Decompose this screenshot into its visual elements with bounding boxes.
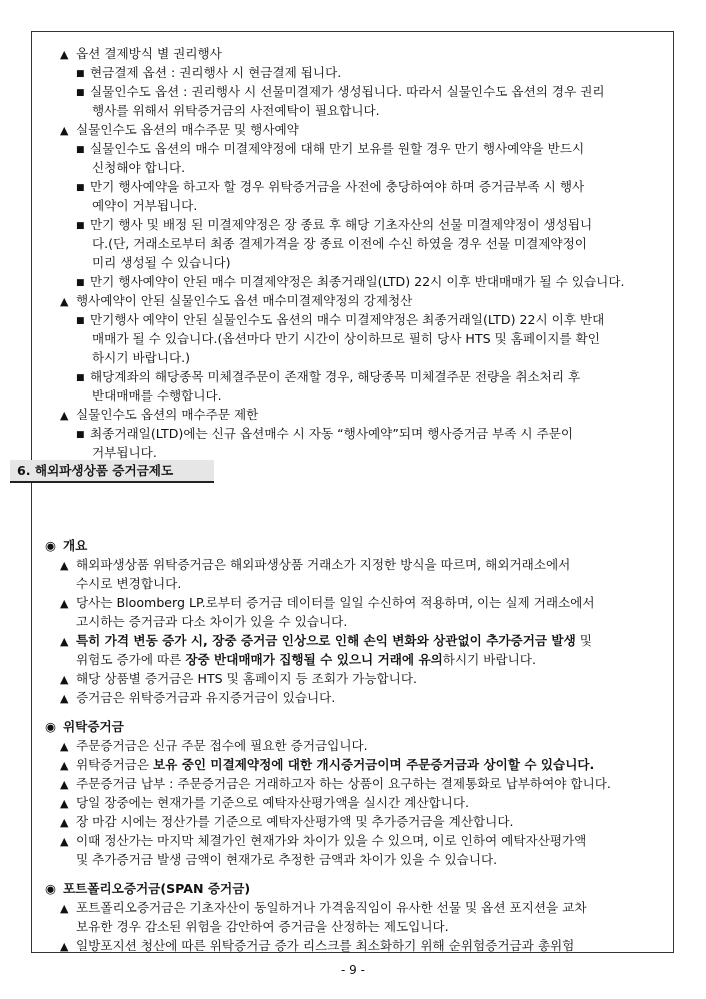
line-text: 현금결제 옵션 : 권리행사 시 현금결제 됩니다. [90, 65, 342, 80]
text-line [76, 139, 584, 158]
line-text: 주문증거금 납부 : 주문증거금은 거래하고자 하는 상품이 요구하는 결제통화로 납부하여야 합니다. [76, 776, 611, 791]
square-bullet-icon: ■ [76, 430, 85, 440]
circle-bullet-icon: ◉ [45, 881, 56, 896]
line-text: 실물인수도 옵션의 매수 미결제약정에 대해 만기 보유를 원할 경우 만기 행사예약을 반드시 [90, 141, 585, 156]
text-line [60, 898, 587, 917]
triangle-bullet-icon: ▲ [60, 295, 69, 308]
line-text: 해당계좌의 해당종목 미체결주문이 존재할 경우, 해당종목 미체결주문 전량을 취소처리 후 [90, 369, 581, 384]
square-bullet-icon: ■ [76, 88, 85, 98]
text-line [60, 555, 570, 574]
subsection-heading: 포트폴리오증거금(SPAN 증거금) [63, 881, 251, 896]
text-line [92, 234, 587, 253]
square-bullet-icon: ■ [76, 183, 85, 193]
line-text: 증거금은 위탁증거금과 유지증거금이 있습니다. [76, 690, 336, 705]
text-line [60, 831, 586, 850]
bold-text: 특히 가격 변동 증가 시, 장중 증거금 인상으로 인해 손익 변화와 상관없이 추가증거금 발생 [76, 633, 576, 648]
text-line [60, 669, 417, 688]
line-text: 및 [575, 633, 592, 648]
text-line [76, 272, 625, 291]
text-line [60, 936, 574, 955]
line-text: 실물인수도 옵션의 매수주문 및 행사예약 [76, 122, 299, 137]
text-line [60, 593, 595, 612]
text-line [60, 631, 592, 650]
subsection-heading: 개요 [63, 538, 88, 553]
text-line [60, 688, 335, 707]
line-text: 행사를 위해서 위탁증거금의 사전예탁이 필요합니다. [92, 103, 380, 118]
text-line [76, 82, 605, 101]
line-text: 다.(단, 거래소로부터 최종 결제가격을 장 종료 이전에 수신 하였을 경우 선물 미결제약정이 [92, 236, 587, 251]
line-text: 옵션 결제방식 별 권리행사 [76, 46, 222, 61]
bold-text: 장중 반대매매가 집행될 수 있으니 거래에 유의 [185, 652, 443, 667]
text-line [92, 348, 190, 367]
text-line [76, 310, 604, 329]
square-bullet-icon: ■ [76, 278, 85, 288]
line-text: 매매가 될 수 있습니다.(옵션마다 만기 시간이 상이하므로 필히 당사 HTS 및 홈페이지를 확인 [92, 331, 600, 346]
circle-bullet-icon: ◉ [45, 538, 56, 553]
line-text: 실물인수도 옵션 : 권리행사 시 선물미결제가 생성됩니다. 따라서 실물인수도 옵션의 경우 권리 [90, 84, 605, 99]
line-text: 장 마감 시에는 정산가를 기준으로 예탁자산평가액 및 추가증거금을 계산합니다. [76, 814, 514, 829]
text-line [76, 367, 580, 386]
triangle-bullet-icon: ▲ [60, 778, 69, 791]
text-line [60, 755, 594, 774]
triangle-bullet-icon: ▲ [60, 797, 69, 810]
line-text: 미리 생성될 수 있습니다) [92, 255, 231, 270]
triangle-bullet-icon: ▲ [60, 124, 69, 137]
square-bullet-icon: ■ [76, 69, 85, 79]
text-line [76, 917, 449, 936]
line-text: 이때 정산가는 마지막 체결가인 현재가와 차이가 있을 수 있으며, 이로 인하여 예탁자산평가액 [76, 833, 587, 848]
line-text: 및 추가증거금 발생 금액이 현재가로 추정한 금액과 차이가 있을 수 있습니다. [76, 852, 498, 867]
line-text: 주문증거금은 신규 주문 접수에 필요한 증거금입니다. [76, 738, 368, 753]
line-text: 거부됩니다. [92, 445, 157, 460]
line-text: 행사예약이 안된 실물인수도 옵션 매수미결제약정의 강제청산 [76, 293, 413, 308]
text-line [92, 253, 231, 272]
text-line [60, 120, 299, 139]
square-bullet-icon: ■ [76, 221, 85, 231]
page-number: - 9 - [341, 963, 365, 977]
subsection-heading: 위탁증거금 [63, 719, 124, 734]
text-line [92, 101, 380, 120]
line-text: 하시기 바랍니다.) [92, 350, 191, 365]
line-text: 최종거래일(LTD)에는 신규 옵션매수 시 자동 “행사예약”되며 행사증거금 부족 시 주문이 [90, 426, 574, 441]
triangle-bullet-icon: ▲ [60, 940, 69, 953]
line-text: 일방포지션 청산에 따른 위탁증거금 증가 리스크를 최소화하기 위해 순위험증거금과 총위험 [76, 938, 575, 953]
text-line [76, 215, 592, 234]
text-line [76, 612, 347, 631]
triangle-bullet-icon: ▲ [60, 816, 69, 829]
text-line [60, 44, 222, 63]
text-line [60, 812, 514, 831]
line-text: 실물인수도 옵션의 매수주문 제한 [76, 407, 259, 422]
text-line [76, 177, 584, 196]
line-text: 당사는 Bloomberg LP.로부터 증거금 데이터를 일일 수신하여 적용하며, 이는 실제 거래소에서 [76, 595, 595, 610]
text-line [76, 63, 341, 82]
text-line [60, 405, 258, 424]
bold-text: 보유 중인 미결제약정에 대한 개시증거금이며 주문증거금과 상이할 수 있습니다. [153, 757, 595, 772]
triangle-bullet-icon: ▲ [60, 635, 69, 648]
section-title: 6. 해외파생상품 증거금제도 [10, 460, 214, 483]
triangle-bullet-icon: ▲ [60, 902, 69, 915]
text-line [60, 774, 611, 793]
triangle-bullet-icon: ▲ [60, 692, 69, 705]
text-line [45, 879, 250, 898]
circle-bullet-icon: ◉ [45, 719, 56, 734]
text-line [76, 574, 181, 593]
text-line [45, 717, 124, 736]
line-text: 만기 행사 및 배정 된 미결제약정은 장 종료 후 해당 기초자산의 선물 미결제약정이 생성됩니 [90, 217, 593, 232]
line-text: 위탁증거금은 [76, 757, 153, 772]
text-line [92, 196, 197, 215]
triangle-bullet-icon: ▲ [60, 673, 69, 686]
text-line [92, 329, 600, 348]
square-bullet-icon: ■ [76, 145, 85, 155]
triangle-bullet-icon: ▲ [60, 48, 69, 61]
line-text: 예약이 거부됩니다. [92, 198, 198, 213]
line-text: 만기행사 예약이 안된 실물인수도 옵션의 매수 미결제약정은 최종거래일(LTD) 22시 이후 반대 [90, 312, 605, 327]
line-text: 반대매매를 수행합니다. [92, 388, 222, 403]
line-text: 신청해야 합니다. [92, 160, 186, 175]
line-text: 만기 행사예약이 안된 매수 미결제약정은 최종거래일(LTD) 22시 이후 반대매매가 될 수 있습니다. [90, 274, 625, 289]
text-line [76, 424, 573, 443]
triangle-bullet-icon: ▲ [60, 835, 69, 848]
square-bullet-icon: ■ [76, 316, 85, 326]
triangle-bullet-icon: ▲ [60, 559, 69, 572]
triangle-bullet-icon: ▲ [60, 740, 69, 753]
text-line [60, 736, 368, 755]
line-text: 보유한 경우 감소된 위험을 감안하여 증거금을 산정하는 제도입니다. [76, 919, 449, 934]
triangle-bullet-icon: ▲ [60, 409, 69, 422]
line-text: 위험도 증가에 따른 [76, 652, 186, 667]
line-text: 만기 행사예약을 하고자 할 경우 위탁증거금을 사전에 충당하여야 하며 증거금부족 시 행사 [90, 179, 585, 194]
triangle-bullet-icon: ▲ [60, 597, 69, 610]
line-text: 수시로 변경합니다. [76, 576, 182, 591]
text-line [92, 386, 222, 405]
line-text: 하시기 바랍니다. [442, 652, 536, 667]
square-bullet-icon: ■ [76, 373, 85, 383]
line-text: 해당 상품별 증거금은 HTS 및 홈페이지 등 조회가 가능합니다. [76, 671, 417, 686]
text-line [76, 650, 536, 669]
text-line [60, 793, 469, 812]
line-text: 포트폴리오증거금은 기초자산이 동일하거나 가격움직임이 유사한 선물 및 옵션 포지션을 교차 [76, 900, 587, 915]
text-line [60, 291, 412, 310]
triangle-bullet-icon: ▲ [60, 759, 69, 772]
line-text: 고시하는 증거금과 다소 차이가 있을 수 있습니다. [76, 614, 348, 629]
text-line [45, 536, 87, 555]
line-text: 해외파생상품 위탁증거금은 해외파생상품 거래소가 지정한 방식을 따르며, 해외거래소에서 [76, 557, 571, 572]
text-line [76, 850, 497, 869]
text-line [92, 158, 185, 177]
line-text: 당일 장중에는 현재가를 기준으로 예탁자산평가액을 실시간 계산합니다. [76, 795, 469, 810]
